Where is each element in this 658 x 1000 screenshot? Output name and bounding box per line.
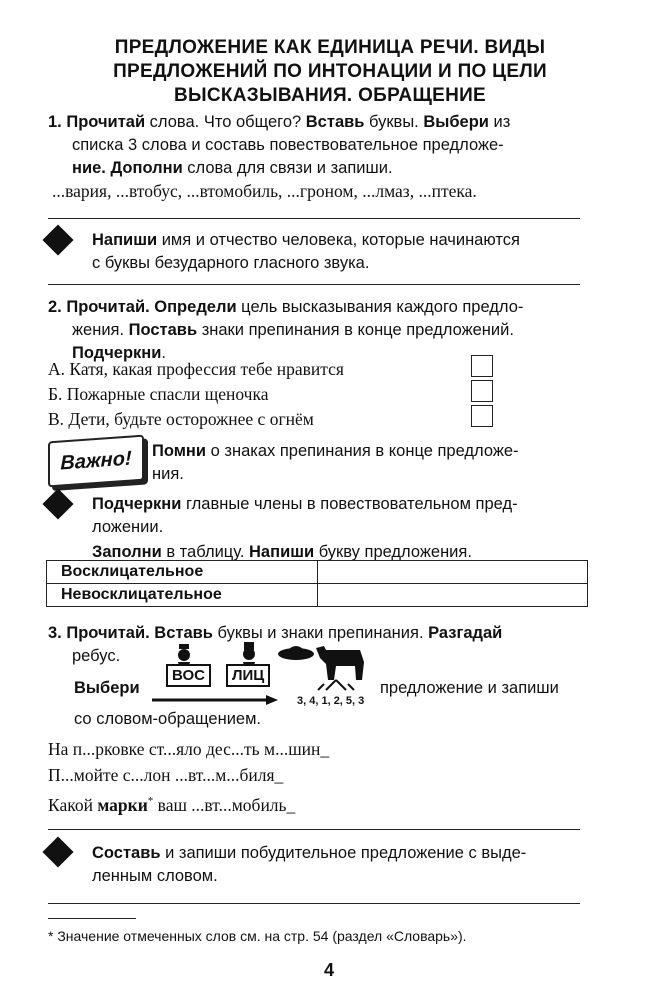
task-3-extra: Составь и запиши побудительное предложение с выде- ленным словом. (92, 844, 527, 885)
answer-checkbox[interactable] (471, 405, 493, 427)
task-2-number: 2. (48, 298, 62, 316)
task-3-line-4: со словом-обращением. (74, 710, 262, 728)
task-1-line-2: списка 3 слова и составь повествовательное предложе- (72, 136, 504, 154)
diamond-icon (42, 224, 73, 255)
answer-line[interactable] (48, 284, 580, 285)
diamond-icon (42, 488, 73, 519)
rebus-box-1: ВОС (166, 664, 211, 687)
sentence-c: В. Дети, будьте осторожнее с огнём (48, 409, 314, 429)
title-line-1: ПРЕДЛОЖЕНИЕ КАК ЕДИНИЦА РЕЧИ. ВИДЫ (114, 37, 546, 58)
answer-line[interactable] (48, 903, 580, 904)
important-banner: Важно! (48, 435, 144, 488)
diamond-icon (42, 836, 73, 867)
rebus-box-2: ЛИЦ (226, 664, 270, 687)
fill-table (46, 560, 588, 607)
answer-checkbox[interactable] (471, 355, 493, 377)
task-1-number: 1. (48, 113, 62, 131)
table-row (47, 584, 588, 607)
answer-line[interactable] (48, 829, 580, 830)
title-line-3: ВЫСКАЗЫВАНИЯ. ОБРАЩЕНИЕ (173, 85, 487, 106)
task-2: 2. Прочитай. Определи цель высказывания каждого предло- жения. Поставь знаки препинания в конце предложений. Подчеркни. (48, 298, 524, 362)
rebus-numbers: 3, 4, 1, 2, 5, 3 (297, 695, 365, 707)
title-line-2: ПРЕДЛОЖЕНИЙ ПО ИНТОНАЦИИ И ПО ЦЕЛИ (113, 61, 547, 82)
page-number: 4 (323, 960, 334, 980)
answer-line[interactable] (48, 218, 580, 219)
page-title (60, 36, 600, 108)
task-3-number: 3. (48, 624, 62, 642)
table-answer-cell[interactable] (318, 584, 588, 607)
task-2-extra: Подчеркни главные члены в повествовательном пред- ложении. Заполни в таблицу. Напиши букву предложения. (92, 495, 518, 561)
footnote-divider (48, 918, 136, 919)
choose-rest: предложение и запиши (380, 679, 559, 697)
table-answer-cell[interactable] (318, 561, 588, 584)
task-1 (48, 111, 608, 180)
task-3: 3. Прочитай. Вставь буквы и знаки препинания. Разгадай ребус. (48, 624, 503, 665)
task-1-line-3: ние. Дополни слова для связи и запиши. (72, 159, 393, 177)
sentence-b: Б. Пожарные спасли щеночка (48, 384, 269, 404)
task-3-sentence-3: Какой марки* ваш ...вт...мобиль_ (48, 794, 296, 815)
table-row-label: Восклицательное (47, 561, 318, 584)
footnote: * Значение отмеченных слов см. на стр. 54 (раздел «Словарь»). (48, 928, 467, 944)
answer-checkbox[interactable] (471, 380, 493, 402)
important-note: Помни о знаках препинания в конце предложе- ния. (152, 442, 519, 483)
task-3-sentence-2: П...мойте с...лон ...вт...м...биля_ (48, 765, 284, 785)
task-1-extra: Напиши имя и отчество человека, которые начинаются с буквы безударного гласного звука. (92, 231, 520, 272)
choose-label: Выбери (74, 679, 140, 697)
task-1-line-1: 1. Прочитай слова. Что общего? Вставь буквы. Выбери из (48, 113, 511, 131)
task-3-sentence-1: На п...рковке ст...яло дес...ть м...шин_ (48, 739, 330, 759)
table-row-label: Невосклицательное (47, 584, 318, 607)
task-1-words: ...вария, ...втобус, ...втомобиль, ...гроном, ...лмаз, ...птека. (52, 181, 477, 201)
table-row (47, 561, 588, 584)
sentence-a: А. Катя, какая профессия тебе нравится (48, 359, 344, 379)
